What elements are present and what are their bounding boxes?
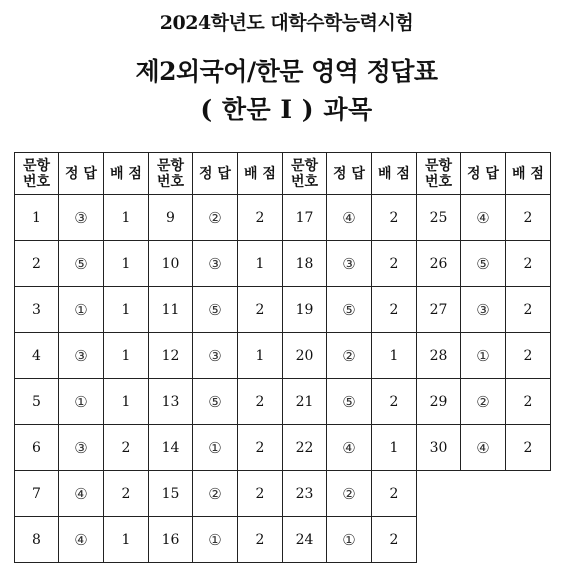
question-number: 5 xyxy=(15,379,59,425)
question-number: 13 xyxy=(149,379,193,425)
score-cell: 2 xyxy=(506,333,551,379)
question-number-header: 문항 번호 xyxy=(15,153,59,195)
score-cell: 2 xyxy=(238,195,283,241)
score-cell: 1 xyxy=(104,287,149,333)
answer-cell: ③ xyxy=(59,425,104,471)
question-number: 9 xyxy=(149,195,193,241)
table-row xyxy=(15,241,551,287)
score-cell: 2 xyxy=(104,425,149,471)
question-number: 21 xyxy=(283,379,327,425)
answer-cell: ④ xyxy=(327,195,372,241)
score-cell: 1 xyxy=(104,517,149,563)
score-cell: 1 xyxy=(104,333,149,379)
score-header: 배 점 xyxy=(506,153,551,195)
score-cell: 2 xyxy=(372,241,417,287)
score-header: 배 점 xyxy=(238,153,283,195)
score-cell: 2 xyxy=(506,287,551,333)
score-cell: 2 xyxy=(372,195,417,241)
answer-cell: ⑤ xyxy=(327,287,372,333)
answer-cell: ② xyxy=(327,471,372,517)
score-cell: 2 xyxy=(238,425,283,471)
question-number: 15 xyxy=(149,471,193,517)
question-number: 1 xyxy=(15,195,59,241)
empty-cell xyxy=(417,517,551,563)
table-row xyxy=(15,379,551,425)
question-number: 24 xyxy=(283,517,327,563)
answer-key-title: 제2외국어/한문 영역 정답표 xyxy=(135,57,438,86)
score-cell: 1 xyxy=(238,241,283,287)
answer-header: 정 답 xyxy=(193,153,238,195)
table-row xyxy=(15,333,551,379)
question-number: 25 xyxy=(417,195,461,241)
table-row xyxy=(15,287,551,333)
answer-cell: ③ xyxy=(327,241,372,287)
answer-cell: ⑤ xyxy=(193,379,238,425)
answer-cell: ③ xyxy=(59,195,104,241)
score-cell: 2 xyxy=(506,379,551,425)
score-cell: 2 xyxy=(372,287,417,333)
answer-cell: ① xyxy=(461,333,506,379)
answer-header: 정 답 xyxy=(327,153,372,195)
score-cell: 2 xyxy=(506,241,551,287)
answer-cell: ⑤ xyxy=(193,287,238,333)
answer-cell: ② xyxy=(193,471,238,517)
table-row xyxy=(15,471,551,517)
question-number: 10 xyxy=(149,241,193,287)
answer-header: 정 답 xyxy=(59,153,104,195)
table-row xyxy=(15,425,551,471)
answer-cell: ③ xyxy=(193,241,238,287)
question-number: 4 xyxy=(15,333,59,379)
score-cell: 2 xyxy=(372,517,417,563)
answer-cell: ② xyxy=(327,333,372,379)
score-cell: 1 xyxy=(238,333,283,379)
answer-cell: ④ xyxy=(461,425,506,471)
question-number: 12 xyxy=(149,333,193,379)
score-cell: 2 xyxy=(372,471,417,517)
question-number: 27 xyxy=(417,287,461,333)
score-cell: 2 xyxy=(238,287,283,333)
question-number: 18 xyxy=(283,241,327,287)
score-cell: 1 xyxy=(104,241,149,287)
answer-cell: ⑤ xyxy=(461,241,506,287)
score-header: 배 점 xyxy=(372,153,417,195)
score-cell: 2 xyxy=(372,379,417,425)
header-row xyxy=(15,153,551,195)
answer-cell: ② xyxy=(461,379,506,425)
question-number: 8 xyxy=(15,517,59,563)
question-number: 19 xyxy=(283,287,327,333)
score-cell: 2 xyxy=(104,471,149,517)
score-cell: 1 xyxy=(104,379,149,425)
answer-cell: ① xyxy=(193,517,238,563)
answer-cell: ① xyxy=(59,379,104,425)
question-number: 3 xyxy=(15,287,59,333)
question-number: 20 xyxy=(283,333,327,379)
score-header: 배 점 xyxy=(104,153,149,195)
question-number: 16 xyxy=(149,517,193,563)
answer-cell: ④ xyxy=(59,471,104,517)
answer-cell: ④ xyxy=(327,425,372,471)
score-cell: 1 xyxy=(372,333,417,379)
question-number-header: 문항 번호 xyxy=(149,153,193,195)
score-cell: 1 xyxy=(372,425,417,471)
score-cell: 2 xyxy=(238,517,283,563)
answer-cell: ② xyxy=(193,195,238,241)
question-number: 28 xyxy=(417,333,461,379)
question-number: 6 xyxy=(15,425,59,471)
answer-cell: ④ xyxy=(461,195,506,241)
question-number: 23 xyxy=(283,471,327,517)
score-cell: 2 xyxy=(238,471,283,517)
table-row xyxy=(15,195,551,241)
answer-cell: ① xyxy=(59,287,104,333)
subject-title: ( 한문 I ) 과목 xyxy=(200,95,373,124)
score-cell: 1 xyxy=(104,195,149,241)
question-number: 22 xyxy=(283,425,327,471)
question-number: 11 xyxy=(149,287,193,333)
question-number: 29 xyxy=(417,379,461,425)
question-number: 7 xyxy=(15,471,59,517)
question-number: 26 xyxy=(417,241,461,287)
question-number-header: 문항 번호 xyxy=(283,153,327,195)
answer-cell: ③ xyxy=(59,333,104,379)
answer-cell: ① xyxy=(327,517,372,563)
score-cell: 2 xyxy=(238,379,283,425)
answer-cell: ③ xyxy=(461,287,506,333)
answer-cell: ③ xyxy=(193,333,238,379)
table-row xyxy=(15,517,551,563)
answer-cell: ① xyxy=(193,425,238,471)
question-number-header: 문항 번호 xyxy=(417,153,461,195)
question-number: 14 xyxy=(149,425,193,471)
exam-year-title: 2024학년도 대학수학능력시험 xyxy=(159,12,414,34)
answer-cell: ⑤ xyxy=(59,241,104,287)
score-cell: 2 xyxy=(506,195,551,241)
question-number: 2 xyxy=(15,241,59,287)
answer-cell: ⑤ xyxy=(327,379,372,425)
question-number: 30 xyxy=(417,425,461,471)
answer-cell: ④ xyxy=(59,517,104,563)
question-number: 17 xyxy=(283,195,327,241)
score-cell: 2 xyxy=(506,425,551,471)
empty-cell xyxy=(417,471,551,517)
answer-table xyxy=(14,152,551,563)
answer-header: 정 답 xyxy=(461,153,506,195)
